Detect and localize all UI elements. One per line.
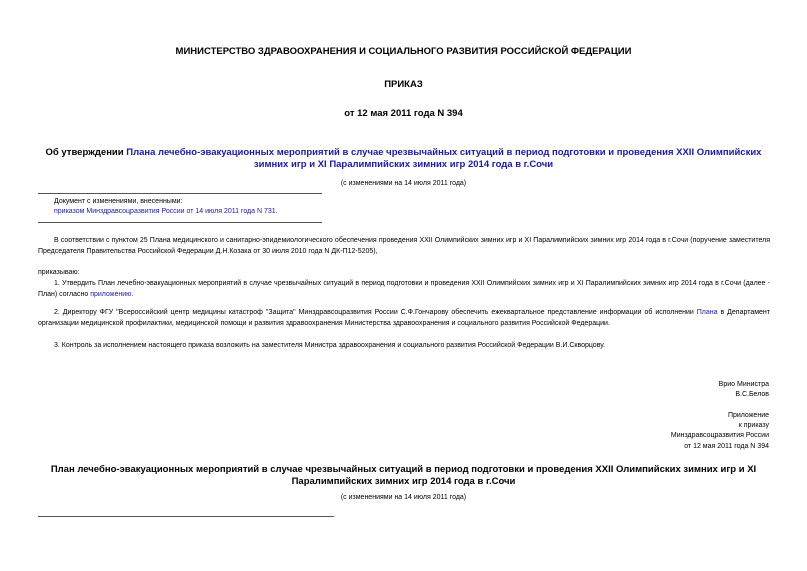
divider-bottom — [38, 222, 322, 223]
preamble-paragraph — [38, 236, 770, 257]
plan-title: План лечебно-эвакуационных мероприятий в случае чрезвычайных ситуаций в период подготовки и проведения XXII Олимпийских зимних игр и XI Паралимпийских зимних игр 2014 года в г.Сочи — [50, 464, 757, 487]
order-title-prefix: Об утверждении — [45, 147, 127, 158]
divider-top — [38, 193, 322, 194]
changes-note: (с изменениями на 14 июля 2011 года) — [340, 180, 467, 187]
item-2-paragraph — [38, 308, 770, 329]
ministry-heading: МИНИСТЕРСТВО ЗДРАВООХРАНЕНИЯ И СОЦИАЛЬНОГО РАЗВИТИЯ РОССИЙСКОЙ ФЕДЕРАЦИИ — [175, 46, 632, 57]
appendix-line-3: Минздравсоцразвития России — [670, 432, 769, 440]
order-date-number: от 12 мая 2011 года N 394 — [344, 108, 463, 119]
amendments-intro: Документ с изменениями, внесенными: — [54, 198, 183, 205]
item-3-paragraph — [38, 341, 770, 352]
order-title — [30, 147, 777, 170]
plan-link[interactable]: Плана — [696, 309, 718, 316]
item-2-end: в Департамент организации медицинской профилактики, медицинской помощи и развития здравоохранения Министерства здравоохранения и социального развития Российской Федерации. — [38, 309, 771, 327]
appendix-link[interactable]: приложению — [90, 290, 132, 298]
appendix-header — [671, 411, 769, 452]
divider-plan — [38, 516, 334, 517]
signature-block — [719, 380, 769, 400]
doc-type-heading: ПРИКАЗ — [384, 79, 423, 90]
appendix-line-2: к приказу — [738, 422, 769, 430]
appendix-line-1: Приложение — [727, 412, 769, 419]
item-1-paragraph — [38, 279, 770, 300]
plan-changes-note: (с изменениями на 14 июля 2011 года) — [340, 494, 467, 501]
signer-position: Врио Министра — [718, 381, 769, 388]
amendments-line — [54, 208, 278, 215]
item-3-text: 3. Контроль за исполнением настоящего приказа возложить на заместителя Министра здравоохранения и социального развития Российской Федерации В.И.Скворцову. — [54, 342, 606, 349]
item-1-end: . — [131, 290, 134, 298]
plan-title-link[interactable]: Плана лечебно-эвакуационных мероприятий в случае чрезвычайных ситуаций в период подготовки и проведения XXII Олимпийских зимних игр и XI Паралимпийских зимних игр 2014 года в г.Сочи — [126, 147, 762, 170]
appendix-line-4: от 12 мая 2011 года N 394 — [684, 442, 769, 450]
order-word: приказываю: — [38, 269, 80, 276]
amendment-order-link[interactable]: приказом Минздравсоцразвития России от 14 июля 2011 года N 731 — [54, 208, 276, 215]
item-1-text: 1. Утвердить План лечебно-эвакуационных мероприятий в случае чрезвычайных ситуаций в период подготовки и проведения XXII Олимпийских зимних игр и XI Паралимпийских зимних игр 2014 года в г.Сочи (далее - План) согласно — [38, 280, 770, 298]
preamble-text: В соответствии с пунктом 25 Плана медицинского и санитарно-эпидемиологического обеспечения проведения XXII Олимпийских зимних игр и XI Паралимпийских зимних игр 2014 года в г.Сочи (поручение заместителя Председателя Правительства Российской Федерации Д.Н.Козака от 30 июля 2010 года N ДК-П12-5205), — [38, 237, 770, 255]
signer-name: В.С.Белов — [735, 391, 769, 399]
amendment-suffix: . — [275, 208, 278, 215]
item-2-text: 2. Директору ФГУ "Всероссийский центр медицины катастроф "Защита" Минздравсоцразвития России С.Ф.Гончарову обеспечить ежеквартальное представление информации об исполнении — [54, 309, 697, 316]
